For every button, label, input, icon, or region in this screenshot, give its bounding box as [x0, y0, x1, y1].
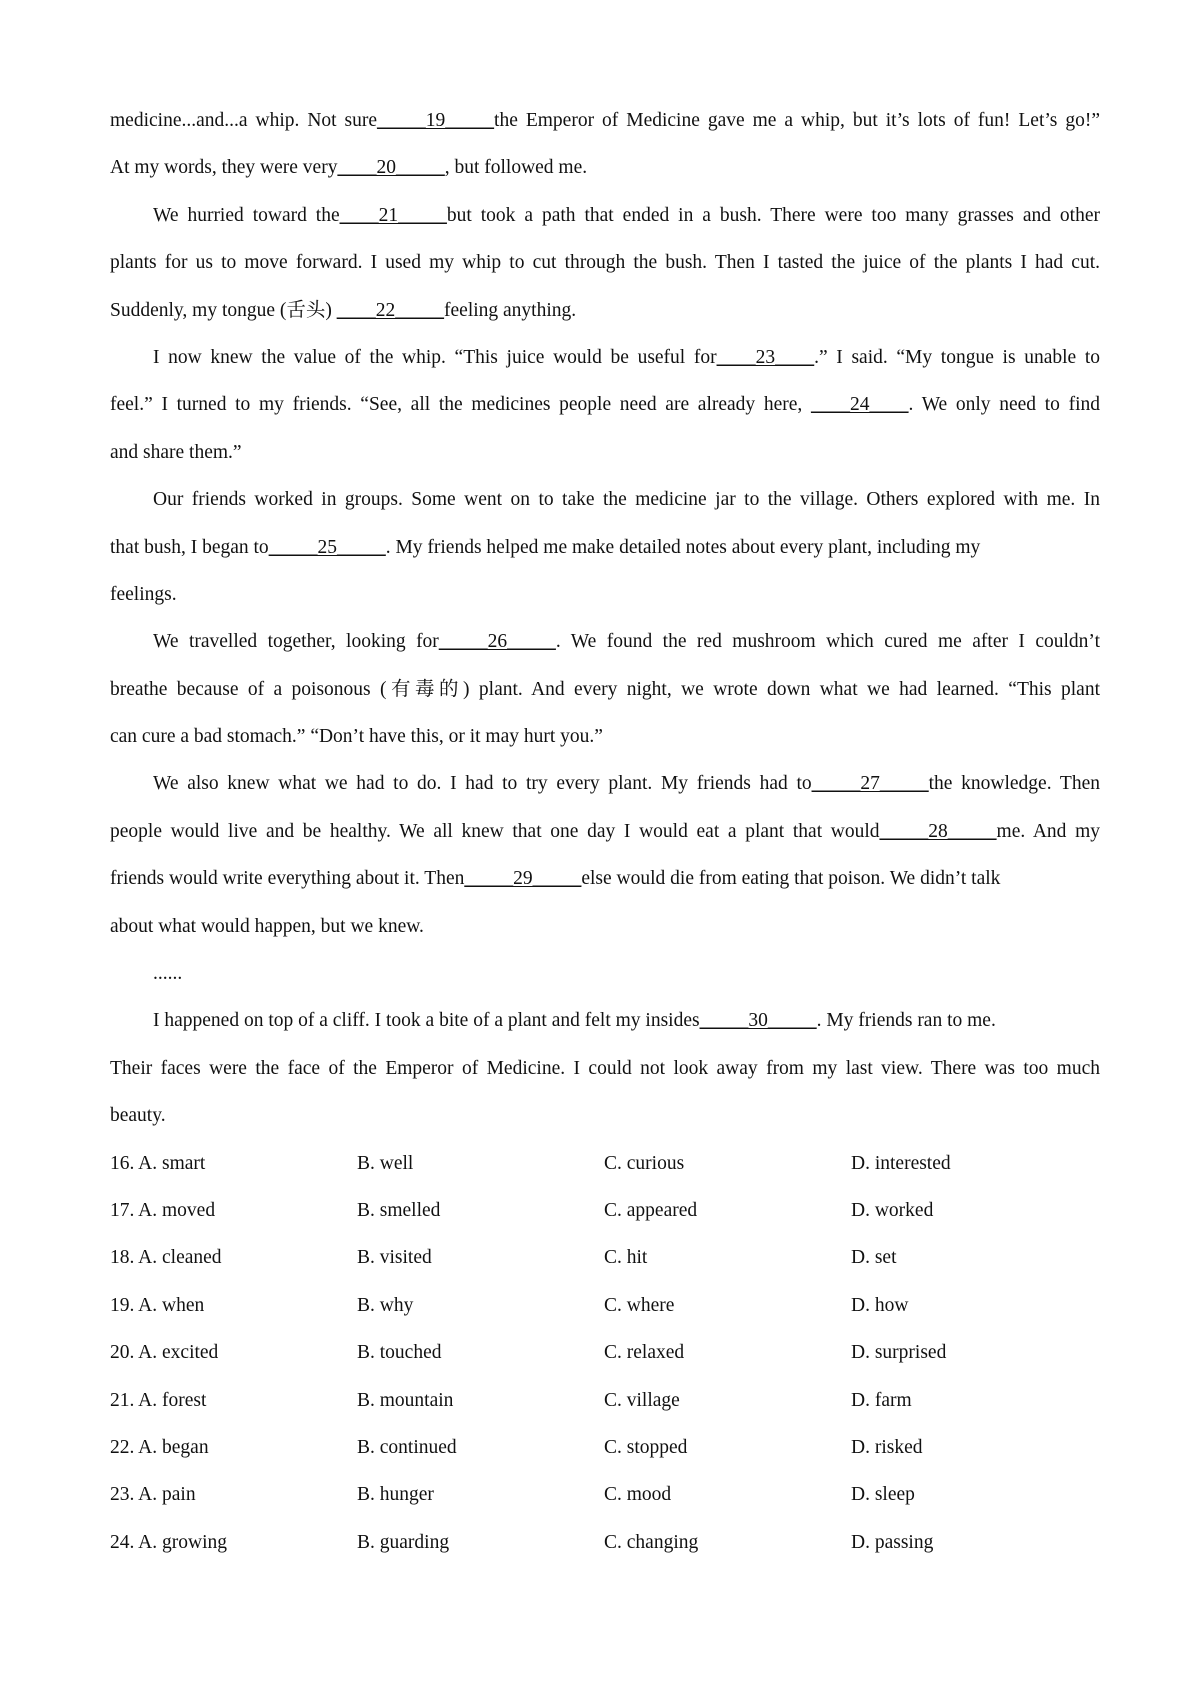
blank-number: _____28_____: [879, 820, 997, 842]
passage-text: feelings.: [110, 583, 177, 605]
passage-text: .” I said. “My tongue is unable to: [814, 346, 1101, 368]
question-options-row: [110, 1140, 1100, 1187]
passage-text: . My friends helped me make detailed notes about every plant, including my: [385, 536, 981, 558]
option-b: B. hunger: [357, 1484, 434, 1506]
answer-options: [110, 1140, 1100, 1567]
passage-text: else would die from eating that poison. We didn’t talk: [581, 868, 1001, 890]
passage-text: friends would write everything about it. Then: [110, 868, 465, 890]
option-d: D. surprised: [851, 1342, 947, 1364]
passage-line: [110, 524, 1100, 571]
question-options-row: [110, 1187, 1100, 1234]
option-a: 24. A. growing: [110, 1531, 227, 1553]
passage-text: breathe because of a poisonous (有毒的) plant. And every night, we wrote down what we had learned. “This plant: [110, 678, 1100, 700]
passage-line: [110, 618, 1100, 665]
passage-text: Suddenly, my tongue (舌头): [110, 299, 337, 321]
passage-text: At my words, they were very: [110, 157, 338, 179]
passage-text: the Emperor of Medicine gave me a whip, but it’s lots of fun! Let’s go!”: [494, 110, 1100, 131]
blank-number: _____25_____: [268, 536, 386, 558]
passage-line: [110, 239, 1100, 286]
blank-number: _____27_____: [811, 773, 929, 795]
option-d: D. sleep: [851, 1484, 915, 1506]
passage-text: and share them.”: [110, 441, 242, 463]
option-c: C. hit: [604, 1247, 648, 1269]
option-b: B. touched: [357, 1342, 442, 1364]
option-b: B. visited: [357, 1247, 432, 1269]
passage-text: the knowledge. Then: [928, 773, 1100, 795]
passage-text: feel.” I turned to my friends. “See, all the medicines people need are already here,: [110, 394, 811, 416]
passage-line: [110, 1045, 1100, 1092]
passage-line: [110, 334, 1100, 381]
option-b: B. continued: [357, 1436, 457, 1458]
passage-text: plants for us to move forward. I used my whip to cut through the bush. Then I tasted the juice of the plants I had cut.: [110, 252, 1100, 274]
option-b: B. why: [357, 1294, 414, 1316]
passage-text: feeling anything.: [444, 299, 577, 321]
passage-line: [110, 997, 1100, 1044]
blank-number: ____24____: [810, 394, 909, 416]
option-d: D. passing: [851, 1531, 934, 1553]
option-c: C. stopped: [604, 1436, 688, 1458]
blank-number: _____19_____: [377, 110, 495, 131]
blank-number: ____22_____: [336, 299, 445, 321]
option-b: B. guarding: [357, 1531, 450, 1553]
passage-text: . We only need to find: [908, 394, 1101, 416]
passage-line: [110, 855, 1100, 902]
passage-line: [110, 571, 1100, 618]
question-options-row: [110, 1282, 1100, 1329]
option-c: C. where: [604, 1294, 675, 1316]
passage-line: [110, 1092, 1100, 1139]
passage-line: [110, 760, 1100, 807]
passage-text: people would live and be healthy. We all knew that one day I would eat a plant that would: [110, 820, 880, 842]
passage-text: about what would happen, but we knew.: [110, 915, 424, 937]
passage-text: but took a path that ended in a bush. There were too many grasses and other: [446, 204, 1100, 226]
option-a: 16. A. smart: [110, 1152, 206, 1174]
passage-line: [110, 429, 1100, 476]
blank-number: ____23____: [716, 346, 815, 368]
option-d: D. set: [851, 1247, 897, 1269]
question-options-row: [110, 1471, 1100, 1518]
option-c: C. appeared: [604, 1199, 698, 1221]
passage-text: I happened on top of a cliff. I took a bite of a plant and felt my insides: [153, 1010, 700, 1032]
passage-line: [110, 144, 1100, 191]
passage-text: that bush, I began to: [110, 536, 269, 558]
passage-text: We hurried toward the: [153, 204, 340, 226]
passage-text: , but followed me.: [444, 157, 588, 179]
option-a: 22. A. began: [110, 1436, 209, 1458]
question-options-row: [110, 1234, 1100, 1281]
option-d: D. farm: [851, 1389, 912, 1411]
option-b: B. mountain: [357, 1389, 454, 1411]
passage-text: I now knew the value of the whip. “This juice would be useful for: [153, 346, 717, 368]
question-options-row: [110, 1424, 1100, 1471]
passage-text: We travelled together, looking for: [153, 631, 439, 653]
blank-number: _____26_____: [438, 631, 556, 653]
passage-line: [110, 903, 1100, 950]
question-options-row: [110, 1329, 1100, 1376]
option-d: D. worked: [851, 1199, 934, 1221]
document-page: [110, 97, 1100, 1566]
passage-line: [110, 97, 1100, 144]
passage-text: ......: [153, 963, 183, 985]
passage-text: We also knew what we had to do. I had to try every plant. My friends had to: [153, 773, 812, 795]
passage-line: [110, 192, 1100, 239]
passage-line: [110, 287, 1100, 334]
passage-text: can cure a bad stomach.” “Don’t have this, or it may hurt you.”: [110, 726, 603, 748]
passage-line: [110, 666, 1100, 713]
option-c: C. curious: [604, 1152, 685, 1174]
passage-text: medicine...and...a whip. Not sure: [110, 110, 378, 131]
blank-number: _____29_____: [464, 868, 582, 890]
option-c: C. changing: [604, 1531, 699, 1553]
passage-text: . My friends ran to me.: [816, 1010, 996, 1032]
passage-line: [110, 381, 1100, 428]
blank-number: _____30_____: [699, 1010, 817, 1032]
option-b: B. smelled: [357, 1199, 441, 1221]
passage-text: me. And my: [996, 820, 1100, 842]
passage-text: beauty.: [110, 1105, 166, 1127]
passage-text: Their faces were the face of the Emperor of Medicine. I could not look away from my last view. There was too much: [110, 1057, 1100, 1079]
option-c: C. village: [604, 1389, 680, 1411]
blank-number: ____20_____: [337, 157, 445, 179]
option-a: 23. A. pain: [110, 1484, 196, 1506]
passage-text: Our friends worked in groups. Some went on to take the medicine jar to the village. Others explored with me. In: [153, 489, 1100, 511]
passage-line: [110, 950, 1100, 997]
question-options-row: [110, 1519, 1100, 1566]
passage-line: [110, 808, 1100, 855]
cloze-passage: [110, 97, 1100, 1140]
option-d: D. how: [851, 1294, 909, 1316]
option-c: C. mood: [604, 1484, 672, 1506]
passage-line: [110, 476, 1100, 523]
option-a: 19. A. when: [110, 1294, 205, 1316]
option-b: B. well: [357, 1152, 414, 1174]
passage-text: . We found the red mushroom which cured me after I couldn’t: [555, 631, 1100, 653]
option-a: 18. A. cleaned: [110, 1247, 222, 1269]
option-d: D. risked: [851, 1436, 923, 1458]
option-a: 21. A. forest: [110, 1389, 207, 1411]
question-options-row: [110, 1377, 1100, 1424]
option-c: C. relaxed: [604, 1342, 685, 1364]
blank-number: ____21_____: [339, 204, 447, 226]
option-a: 17. A. moved: [110, 1199, 216, 1221]
passage-line: [110, 713, 1100, 760]
option-a: 20. A. excited: [110, 1342, 219, 1364]
option-d: D. interested: [851, 1152, 951, 1174]
